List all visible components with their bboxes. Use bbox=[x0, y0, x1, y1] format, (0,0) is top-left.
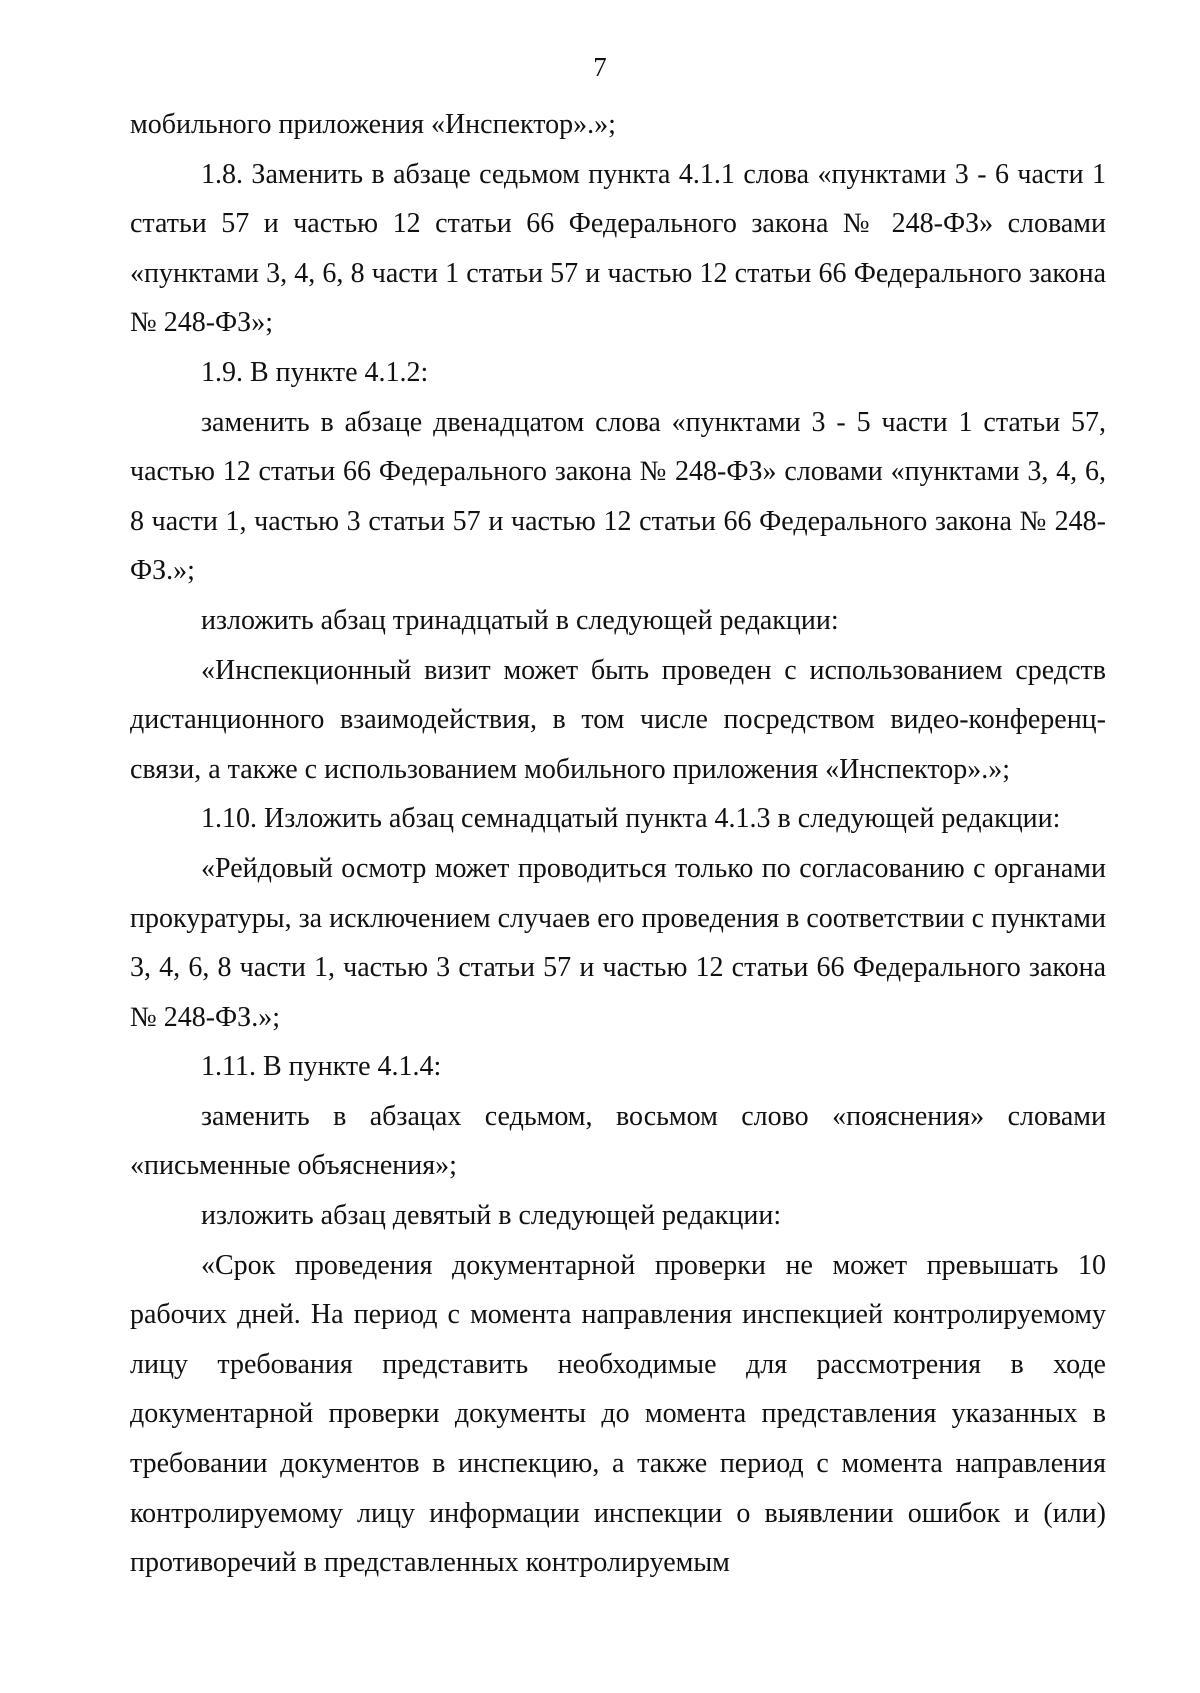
paragraph-raid-inspection-quote: «Рейдовый осмотр может проводиться только по согласованию с органами прокуратуры, за исключением случаев его проведения в соответствии с пунктами 3, 4, 6, 8 части 1, частью 3 статьи 57 и частью 12 статьи 66 Федерального закона № 248-ФЗ.»; bbox=[130, 852, 1106, 1033]
paragraph-restate-ninth: изложить абзац девятый в следующей редакции: bbox=[201, 1200, 782, 1232]
document-body bbox=[130, 100, 1106, 1588]
paragraph-1-10: 1.10. Изложить абзац семнадцатый пункта 4.1.3 в следующей редакции: bbox=[201, 803, 1061, 835]
paragraph-inspection-visit-quote: «Инспекционный визит может быть проведен с использованием средств дистанционного взаимодействия, в том числе посредством видео-конференц-связи, а также с использованием мобильного приложения «Инспектор».»; bbox=[130, 654, 1106, 785]
paragraph-documentary-check-quote: «Срок проведения документарной проверки не может превышать 10 рабочих дней. На период с момента направления инспекцией контролируемому лицу требования представить необходимые для рассмотрения в ходе документарной проверки документы до момента представления указанных в требовании документов в инспекцию, а также период с момента направления контролируемому лицу информации инспекции о выявлении ошибок и (или) противоречий в представленных контролируемым bbox=[130, 1249, 1106, 1579]
paragraph-replace-explanations: заменить в абзацах седьмом, восьмом слово «пояснения» словами «письменные объяснения»; bbox=[130, 1100, 1106, 1182]
page-number: 7 bbox=[593, 52, 607, 82]
paragraph-1-11: 1.11. В пункте 4.1.4: bbox=[201, 1051, 442, 1083]
paragraph-1-8: 1.8. Заменить в абзаце седьмом пункта 4.1.1 слова «пунктами 3 - 6 части 1 статьи 57 и частью 12 статьи 66 Федерального закона № 248-ФЗ» словами «пунктами 3, 4, 6, 8 части 1 статьи 57 и частью 12 статьи 66 Федерального закона № 248-ФЗ»; bbox=[130, 158, 1106, 339]
paragraph-restate-thirteenth: изложить абзац тринадцатый в следующей редакции: bbox=[201, 604, 839, 636]
paragraph-1-9: 1.9. В пункте 4.1.2: bbox=[201, 356, 429, 388]
paragraph-replace-twelfth: заменить в абзаце двенадцатом слова «пунктами 3 - 5 части 1 статьи 57, частью 12 статьи 66 Федерального закона № 248-ФЗ» словами «пунктами 3, 4, 6, 8 части 1, частью 3 статьи 57 и частью 12 статьи 66 Федерального закона № 248-ФЗ.»; bbox=[130, 406, 1106, 587]
paragraph-continuation: мобильного приложения «Инспектор».»; bbox=[130, 109, 616, 140]
